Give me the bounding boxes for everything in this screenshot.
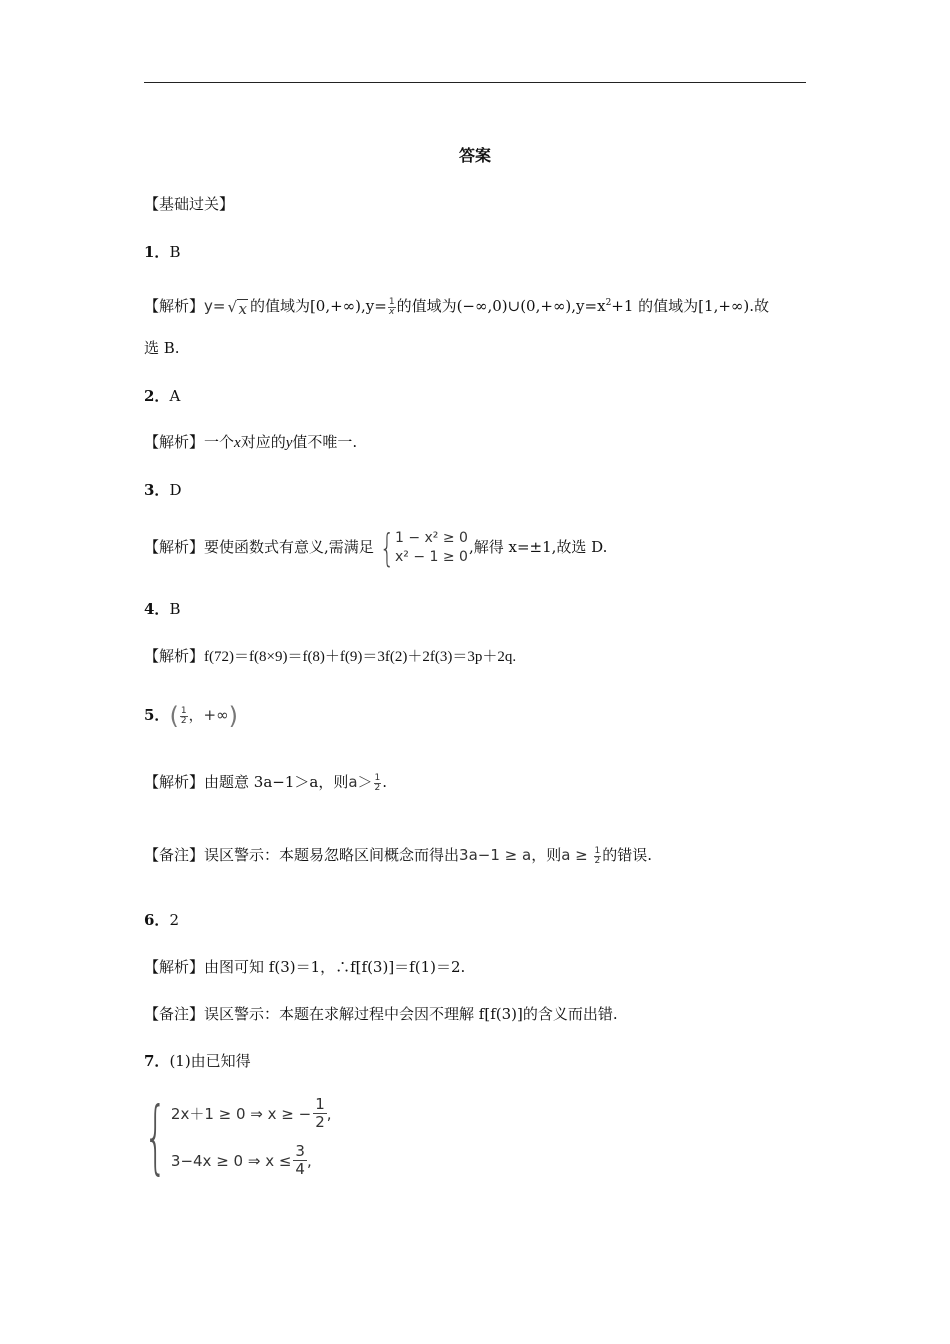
- item-4-answer-line: [144, 599, 180, 619]
- right-paren-icon: ): [228, 702, 238, 730]
- sqrt-argument: x: [238, 300, 247, 318]
- fraction-denominator: 4: [295, 1160, 305, 1178]
- fraction: [293, 1143, 307, 1178]
- analysis-text: ,解得 x=±1,故选 D.: [468, 538, 608, 556]
- inequality: a＞: [348, 773, 373, 791]
- item-text: (1)由已知得: [169, 1052, 251, 1070]
- item-1-answer-line: [144, 242, 180, 262]
- inequality: 3a−1 ≥ a: [459, 846, 532, 864]
- fraction-denominator: 2: [315, 1113, 325, 1131]
- item-6-note: [144, 1004, 618, 1024]
- system-row: x² − 1 ≥ 0: [394, 549, 468, 565]
- item-6-analysis: [144, 957, 465, 977]
- item-2-analysis: [144, 432, 357, 453]
- item-5-note: [144, 843, 652, 867]
- analysis-tag: 【解析】: [144, 538, 205, 556]
- analysis-text: 的值域为(−∞,0)∪(0,+∞),y=x: [396, 297, 606, 315]
- item-1-analysis: [144, 293, 769, 319]
- analysis-text: 由题意 3a−1＞a，则: [204, 773, 349, 791]
- fraction: [388, 298, 396, 317]
- item-5-answer-line: [144, 700, 238, 731]
- fraction-numerator: 3: [295, 1142, 305, 1160]
- fraction-numerator: 1: [594, 845, 601, 856]
- item-3-analysis: [144, 526, 608, 570]
- note-text: 误区警示：本题易忽略区间概念而得出: [204, 846, 460, 864]
- item-number: 3．: [144, 481, 170, 499]
- fraction-denominator: 2: [374, 782, 381, 793]
- section-heading: 【基础过关】: [144, 195, 235, 213]
- item-number: 5．: [144, 706, 170, 724]
- fraction-numerator: 1: [388, 296, 395, 307]
- system-expression: 2x＋1 ≥ 0 ⇒ x ≥ −: [170, 1105, 312, 1123]
- item-4-analysis: [144, 646, 516, 667]
- system-expression: 3−4x ≥ 0 ⇒ x ≤: [170, 1151, 292, 1170]
- item-number: 4．: [144, 600, 170, 618]
- item-answer: A: [169, 387, 181, 405]
- fraction-numerator: 1: [180, 705, 187, 716]
- analysis-text: y=: [204, 297, 226, 315]
- interval-text: ，+∞: [188, 706, 229, 724]
- analysis-tag: 【解析】: [144, 297, 205, 315]
- fraction-denominator: 2: [180, 715, 187, 726]
- fraction-denominator: x: [389, 306, 395, 317]
- fraction-numerator: 1: [315, 1095, 325, 1113]
- system-row: [171, 1143, 332, 1178]
- analysis-text: 的值域为[0,+∞),y=: [249, 297, 387, 315]
- fraction: [594, 847, 602, 866]
- note-text: 的错误.: [602, 846, 653, 864]
- note-text: ，则: [531, 846, 562, 864]
- system-row: [171, 1096, 332, 1131]
- analysis-text: +1 的值域为[1,+∞).故: [611, 297, 770, 315]
- analysis-text: 一个: [204, 433, 235, 451]
- brace-icon: {: [143, 1090, 167, 1183]
- fraction: [374, 774, 382, 793]
- item-answer: D: [169, 481, 182, 499]
- sqrt-expression: [227, 299, 247, 319]
- system-row: 1 − x² ≥ 0: [394, 530, 468, 546]
- note-tag: 【备注】: [144, 846, 205, 864]
- header-rule: [144, 82, 806, 83]
- analysis-tag: 【解析】: [144, 773, 205, 791]
- item-answer: 2: [169, 911, 179, 929]
- item-answer: B: [169, 243, 181, 261]
- brace-icon: {: [379, 526, 395, 570]
- item-1-analysis-cont: 选 B.: [144, 339, 180, 357]
- note-tag: 【备注】: [144, 1005, 205, 1023]
- analysis-tag: 【解析】: [144, 647, 205, 665]
- analysis-tag: 【解析】: [144, 433, 205, 451]
- item-number: 7．: [144, 1052, 170, 1070]
- analysis-text: 对应的: [240, 433, 286, 451]
- fraction: [313, 1096, 327, 1131]
- variable: x: [234, 435, 241, 451]
- inequality: a ≥: [561, 846, 593, 864]
- superscript: 2: [605, 298, 612, 308]
- analysis-text: 要使函数式有意义,需满足: [204, 538, 374, 556]
- variable: y: [285, 435, 293, 451]
- analysis-text: f(72)＝f(8×9)＝f(8)＋f(9)＝3f(2)＋2f(3)＝3p＋2q.: [204, 649, 517, 665]
- page-title: 答案: [458, 146, 491, 165]
- fraction: [180, 707, 188, 726]
- fraction-numerator: 1: [374, 772, 381, 783]
- item-3-answer-line: [144, 480, 181, 500]
- inequality-system: [375, 526, 468, 570]
- analysis-text: 值不唯一.: [292, 433, 358, 451]
- system-punct: ,: [326, 1104, 332, 1123]
- item-6-answer-line: [144, 910, 179, 930]
- item-number: 6．: [144, 911, 170, 929]
- analysis-text: 由图可知 f(3)＝1，∴f[f(3)]＝f(1)＝2.: [204, 958, 466, 976]
- analysis-text: .: [382, 773, 388, 791]
- item-number: 2．: [144, 387, 170, 405]
- left-paren-icon: (: [169, 702, 179, 730]
- item-7-system: [143, 1090, 332, 1183]
- item-7-line: [144, 1051, 251, 1071]
- item-number: 1．: [144, 243, 170, 261]
- fraction-denominator: 2: [594, 855, 601, 866]
- system-punct: ,: [306, 1151, 312, 1170]
- item-2-answer-line: [144, 386, 180, 406]
- item-5-analysis: [144, 770, 387, 794]
- item-answer: B: [169, 600, 181, 618]
- analysis-tag: 【解析】: [144, 958, 205, 976]
- note-text: 误区警示：本题在求解过程中会因不理解 f[f(3)]的含义而出错.: [204, 1005, 618, 1023]
